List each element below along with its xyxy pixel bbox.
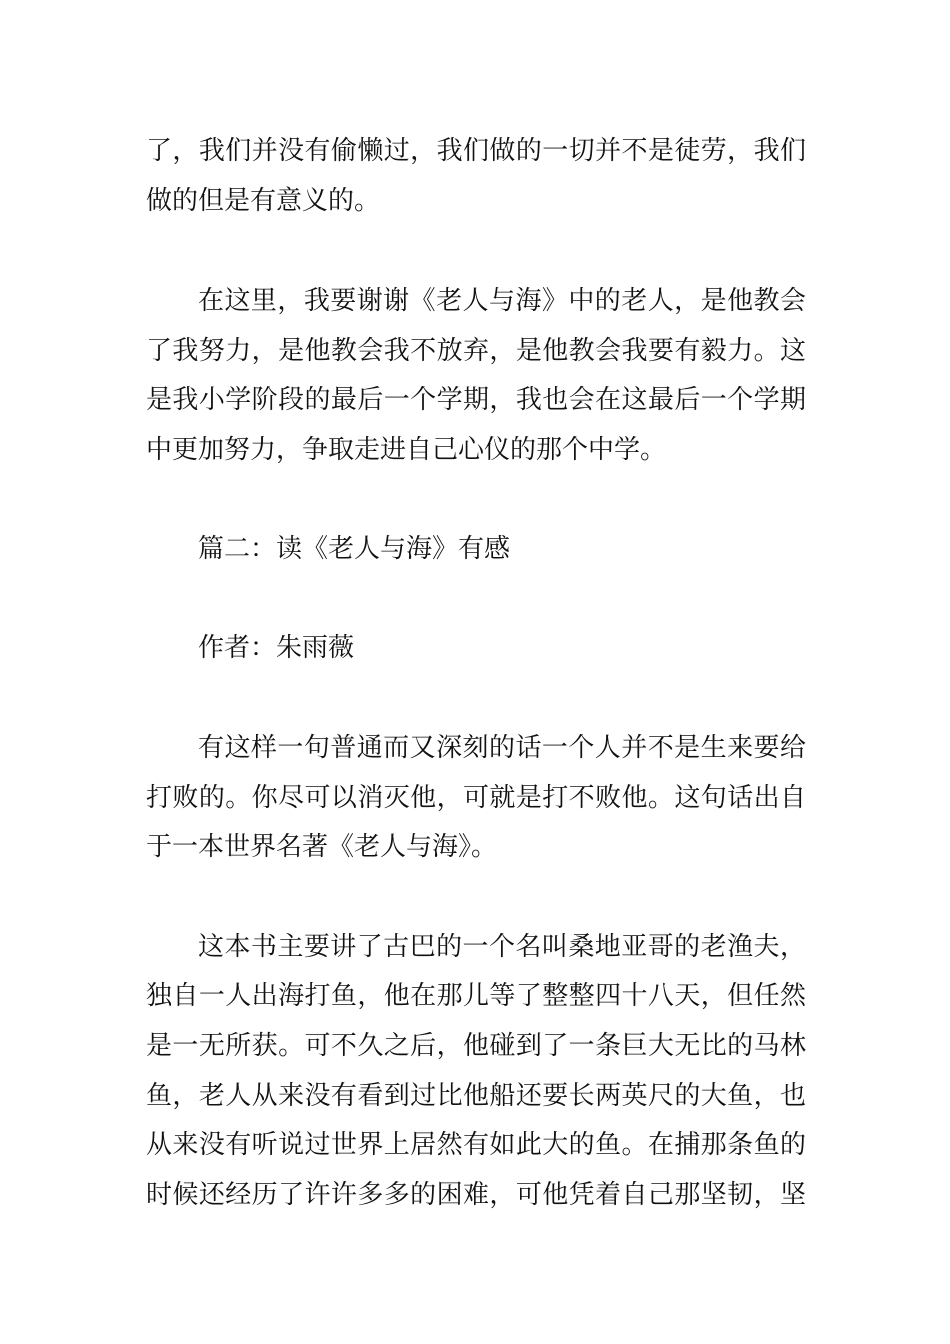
text-line: 做的但是有意义的。 — [146, 186, 381, 216]
text-line: 鱼，老人从来没有看到过比他船还要长两英尺的大鱼，也 — [146, 1081, 806, 1111]
essay-title: 篇二：读《老人与海》有感 — [198, 534, 511, 564]
text-line: 了我努力，是他教会我不放弃，是他教会我要有毅力。这 — [146, 336, 806, 366]
essay-author: 作者：朱雨薇 — [198, 633, 355, 663]
text-line: 中更加努力，争取走进自己心仪的那个中学。 — [146, 435, 667, 465]
text-line: 是我小学阶段的最后一个学期，我也会在这最后一个学期 — [146, 385, 806, 415]
text-line: 是一无所获。可不久之后，他碰到了一条巨大无比的马林 — [146, 1031, 806, 1061]
text-line: 了，我们并没有偷懒过，我们做的一切并不是徒劳，我们 — [146, 136, 806, 166]
text-line: 这本书主要讲了古巴的一个名叫桑地亚哥的老渔夫， — [198, 932, 806, 962]
text-line: 独自一人出海打鱼，他在那儿等了整整四十八天，但任然 — [146, 981, 806, 1011]
text-line: 有这样一句普通而又深刻的话一个人并不是生来要给 — [198, 733, 806, 763]
text-line: 在这里，我要谢谢《老人与海》中的老人，是他教会 — [198, 286, 806, 316]
text-line: 打败的。你尽可以消灭他，可就是打不败他。这句话出自 — [146, 783, 806, 813]
text-line: 从来没有听说过世界上居然有如此大的鱼。在捕那条鱼的 — [146, 1130, 806, 1160]
text-line: 于一本世界名著《老人与海》。 — [146, 832, 498, 862]
text-line: 时候还经历了许许多多的困难，可他凭着自己那坚韧，坚 — [146, 1180, 806, 1210]
